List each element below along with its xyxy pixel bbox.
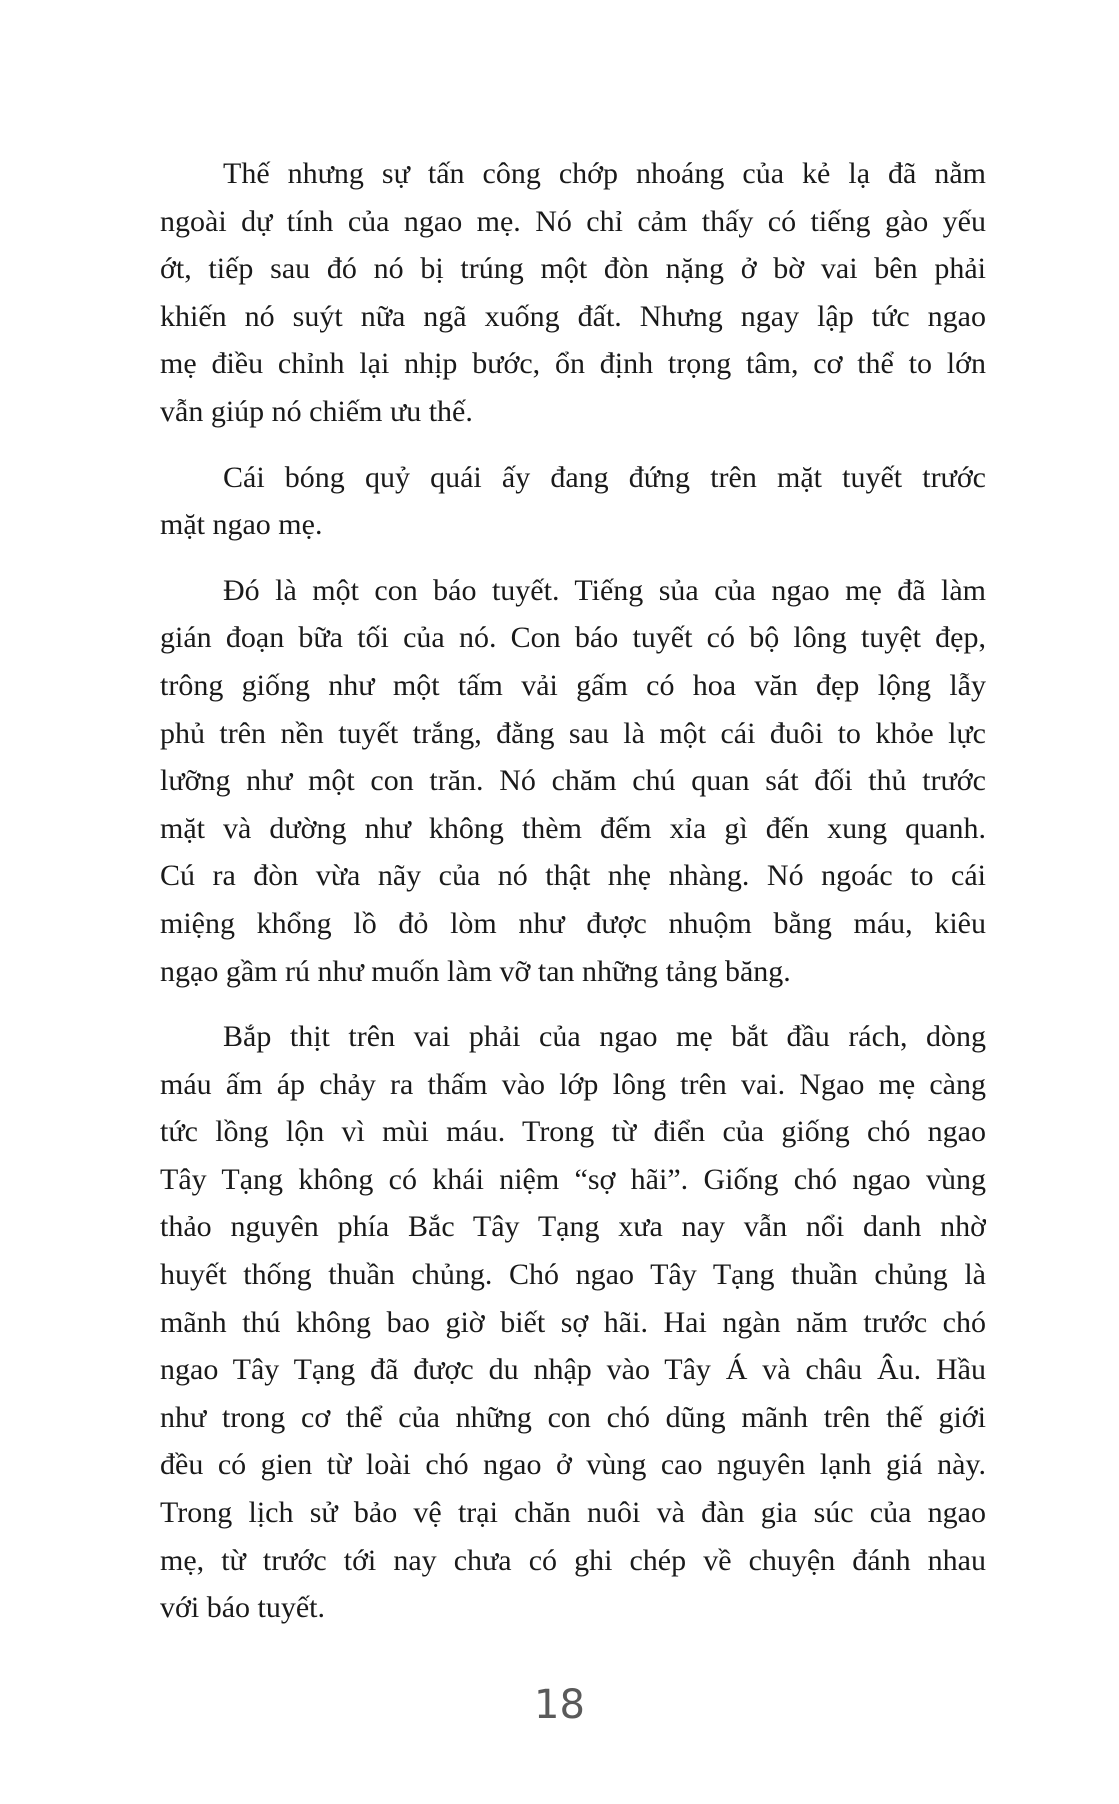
text-line: mẹ điều chỉnh lại nhịp bước, ổn định trọng tâm, cơ thể to lớn — [160, 347, 986, 381]
text-line: phủ trên nền tuyết trắng, đằng sau là một cái đuôi to khỏe lực — [160, 716, 986, 750]
text-line: gián đoạn bữa tối của nó. Con báo tuyết có bộ lông tuyệt đẹp, — [160, 621, 986, 655]
text-line: mãnh thú không bao giờ biết sợ hãi. Hai ngàn năm trước chó — [160, 1305, 986, 1339]
text-line: ngao Tây Tạng đã được du nhập vào Tây Á và châu Âu. Hầu — [160, 1353, 986, 1387]
text-line: mặt ngao mẹ. — [160, 508, 323, 542]
paragraph — [160, 150, 986, 436]
text-line: Trong lịch sử bảo vệ trại chăn nuôi và đàn gia súc của ngao — [160, 1496, 986, 1530]
text-line: khiến nó suýt nữa ngã xuống đất. Nhưng ngay lập tức ngao — [160, 299, 986, 333]
text-line: Cái bóng quỷ quái ấy đang đứng trên mặt tuyết trước — [223, 460, 986, 494]
paragraph — [160, 567, 986, 995]
text-line: ớt, tiếp sau đó nó bị trúng một đòn nặng ở bờ vai bên phải — [160, 252, 986, 286]
text-line: đều có gien từ loài chó ngao ở vùng cao nguyên lạnh giá này. — [160, 1448, 986, 1482]
paragraph — [160, 454, 986, 549]
text-line: trông giống như một tấm vải gấm có hoa văn đẹp lộng lẫy — [160, 668, 986, 702]
text-line: Đó là một con báo tuyết. Tiếng sủa của ngao mẹ đã làm — [223, 573, 986, 607]
text-line: thảo nguyên phía Bắc Tây Tạng xưa nay vẫn nổi danh nhờ — [160, 1210, 986, 1244]
text-line: mặt và dường như không thèm đếm xỉa gì đến xung quanh. — [160, 811, 986, 845]
text-line: lưỡng như một con trăn. Nó chăm chú quan sát đối thủ trước — [160, 764, 986, 798]
text-line: Tây Tạng không có khái niệm “sợ hãi”. Giống chó ngao vùng — [160, 1162, 986, 1196]
text-line: Bắp thịt trên vai phải của ngao mẹ bắt đầu rách, dòng — [223, 1020, 986, 1054]
body-text — [160, 150, 986, 1632]
text-line: như trong cơ thể của những con chó dũng mãnh trên thế giới — [160, 1400, 986, 1434]
page-number: 18 — [534, 1682, 585, 1728]
text-line: miệng khổng lồ đỏ lòm như được nhuộm bằng máu, kiêu — [160, 906, 986, 940]
text-line: với báo tuyết. — [160, 1591, 325, 1625]
text-line: Cú ra đòn vừa nãy của nó thật nhẹ nhàng. Nó ngoác to cái — [160, 859, 986, 893]
text-line: ngạo gầm rú như muốn làm vỡ tan những tảng băng. — [160, 954, 791, 988]
text-line: mẹ, từ trước tới nay chưa có ghi chép về chuyện đánh nhau — [160, 1543, 986, 1577]
text-line: ngoài dự tính của ngao mẹ. Nó chỉ cảm thấy có tiếng gào yếu — [160, 204, 986, 238]
text-line: vẫn giúp nó chiếm ưu thế. — [160, 394, 473, 428]
text-line: máu ấm áp chảy ra thấm vào lớp lông trên vai. Ngao mẹ càng — [160, 1067, 986, 1101]
text-line: tức lồng lộn vì mùi máu. Trong từ điển của giống chó ngao — [160, 1115, 986, 1149]
paragraph — [160, 1013, 986, 1632]
text-line: Thế nhưng sự tấn công chớp nhoáng của kẻ lạ đã nằm — [223, 157, 986, 190]
text-line: huyết thống thuần chủng. Chó ngao Tây Tạng thuần chủng là — [160, 1258, 986, 1292]
